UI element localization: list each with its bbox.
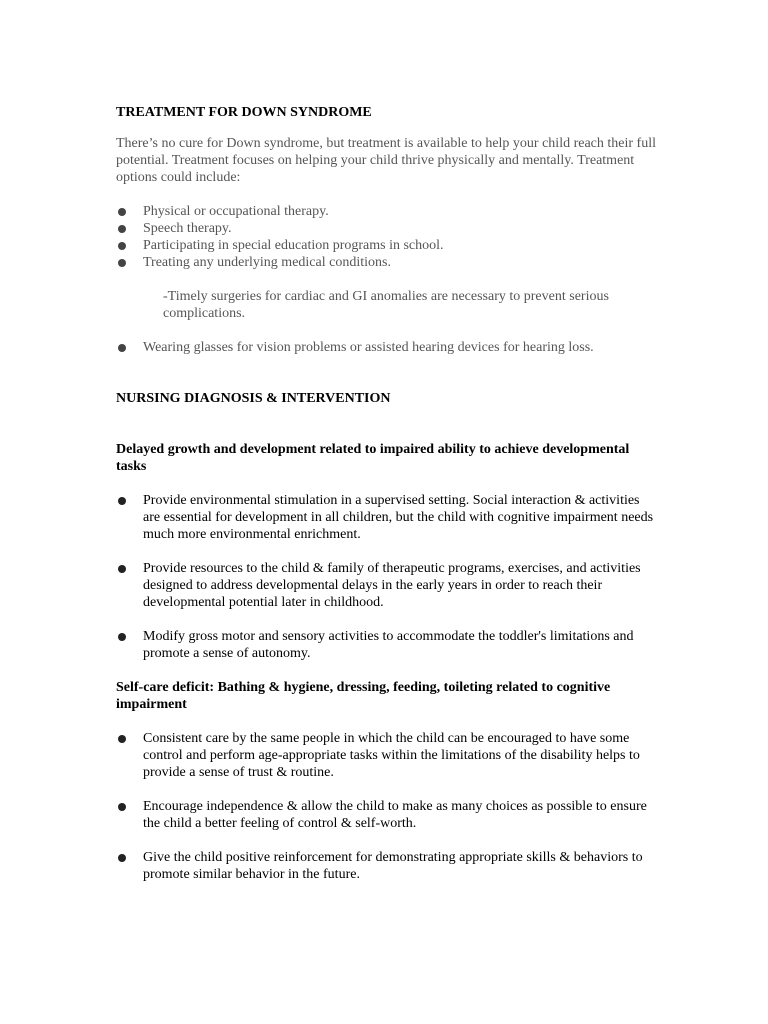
treatment-options-list bbox=[116, 203, 656, 271]
list-item: Provide resources to the child & family of therapeutic programs, exercises, and activities designed to address developmental delays in the early years in order to reach their developmental potential later in childhood. bbox=[116, 560, 656, 611]
section-title-nursing: NURSING DIAGNOSIS & INTERVENTION bbox=[116, 391, 391, 406]
list-item: Treating any underlying medical conditions. bbox=[116, 254, 656, 271]
bullet-icon bbox=[118, 259, 126, 267]
section-title-treatment: TREATMENT FOR DOWN SYNDROME bbox=[116, 105, 372, 120]
list-item: Modify gross motor and sensory activities to accommodate the toddler's limitations and promote a sense of autonomy. bbox=[116, 628, 656, 662]
bullet-icon bbox=[118, 633, 126, 641]
bullet-icon bbox=[118, 208, 126, 216]
diagnosis-title-selfcare: Self-care deficit: Bathing & hygiene, dressing, feeding, toileting related to cognitive impairment bbox=[116, 680, 611, 712]
list-item: Participating in special education programs in school. bbox=[116, 237, 656, 254]
list-item: Physical or occupational therapy. bbox=[116, 203, 656, 220]
diagnosis-title-growth: Delayed growth and development related to impaired ability to achieve developmental tasks bbox=[116, 442, 630, 474]
bullet-icon bbox=[118, 854, 126, 862]
list-item: Consistent care by the same people in which the child can be encouraged to have some control and perform age-appropriate tasks within the limitations of the disability helps to provide a sense of trust & routine. bbox=[116, 730, 656, 781]
growth-interventions-list bbox=[116, 492, 656, 662]
bullet-icon bbox=[118, 242, 126, 250]
list-item: Encourage independence & allow the child to make as many choices as possible to ensure the child a better feeling of control & self-worth. bbox=[116, 798, 656, 832]
document-page bbox=[116, 104, 656, 900]
treatment-intro: There’s no cure for Down syndrome, but treatment is available to help your child reach their full potential. Treatment focuses on helping your child thrive physically and mentally. Treatment options could include: bbox=[116, 136, 656, 185]
bullet-icon bbox=[118, 735, 126, 743]
bullet-icon bbox=[118, 225, 126, 233]
bullet-icon bbox=[118, 565, 126, 573]
surgery-note: -Timely surgeries for cardiac and GI anomalies are necessary to prevent serious complications. bbox=[163, 289, 609, 321]
treatment-last-list bbox=[116, 339, 656, 356]
bullet-icon bbox=[118, 803, 126, 811]
bullet-icon bbox=[118, 344, 126, 352]
selfcare-interventions-list bbox=[116, 730, 656, 883]
list-item: Provide environmental stimulation in a supervised setting. Social interaction & activities are essential for development in all children, but the child with cognitive impairment needs much more environmental enrichment. bbox=[116, 492, 656, 543]
bullet-icon bbox=[118, 497, 126, 505]
list-item: Wearing glasses for vision problems or assisted hearing devices for hearing loss. bbox=[116, 339, 656, 356]
list-item: Give the child positive reinforcement for demonstrating appropriate skills & behaviors to promote similar behavior in the future. bbox=[116, 849, 656, 883]
list-item: Speech therapy. bbox=[116, 220, 656, 237]
